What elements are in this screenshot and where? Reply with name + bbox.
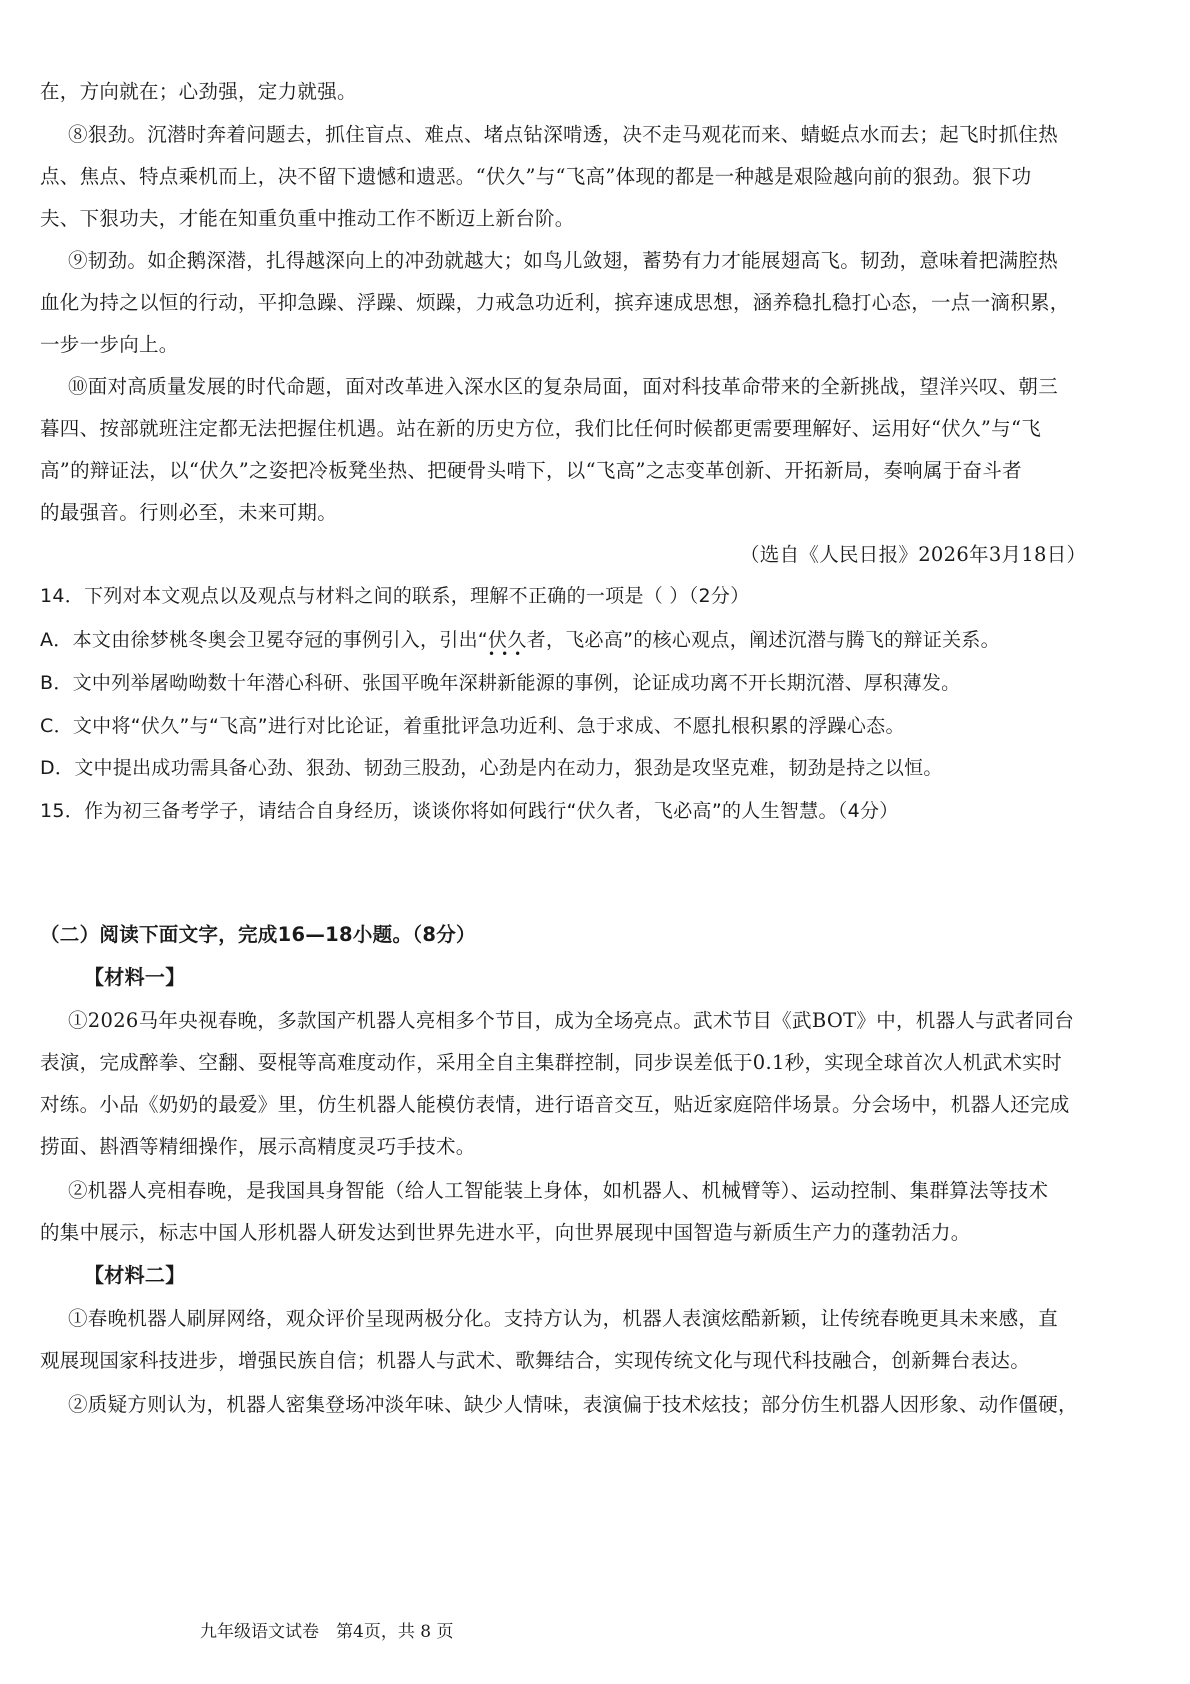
passage-line: 一步一步向上。 <box>40 333 179 356</box>
question-14: 14．下列对本文观点以及观点与材料之间的联系，理解不正确的一项是（ ）（2分） <box>40 585 750 607</box>
question-14-option-d: D．文中提出成功需具备心劲、狠劲、韧劲三股劲，心劲是内在动力，狠劲是攻坚克难，韧劲是持之以恒。 <box>40 757 943 779</box>
passage-line: 点、焦点、特点乘机而上，决不留下遗憾和遗恶。“伏久”与“飞高”体现的都是一种越是艰险越向前的狠劲。狠下功 <box>40 165 1032 188</box>
material-1-paragraph-2: ②机器人亮相春晚，是我国具身智能（给人工智能装上身体，如机器人、机械臂等）、运动控制、集群算法等技术 <box>68 1179 1049 1202</box>
material-line: 的集中展示，标志中国人形机器人研发达到世界先进水平，向世界展现中国智造与新质生产力的蓬勃活力。 <box>40 1221 971 1244</box>
source-citation: （选自《人民日报》2026年3月18日） <box>740 543 1087 566</box>
material-1-paragraph-1: ①2026马年央视春晚，多款国产机器人亮相多个节目，成为全场亮点。武术节目《武BOT》中，机器人与武者同台 <box>68 1009 1075 1032</box>
question-14-option-c: C．文中将“伏久”与“飞高”进行对比论证，着重批评急功近利、急于求成、不愿扎根积累的浮躁心态。 <box>40 715 905 737</box>
material-2-paragraph-1: ①春晚机器人刷屏网络，观众评价呈现两极分化。支持方认为，机器人表演炫酷新颖，让传统春晚更具未来感，直 <box>68 1307 1059 1330</box>
passage-line: 夫、下狠功夫，才能在知重负重中推动工作不断迈上新台阶。 <box>40 207 575 230</box>
passage-line: 血化为持之以恒的行动，平抑急躁、浮躁、烦躁，力戒急功近利，摈弃速成思想，涵养稳扎稳打心态，一点一滴积累， <box>40 291 1070 314</box>
material-1-title: 【材料一】 <box>84 965 186 989</box>
section-heading: （二）阅读下面文字，完成16—18小题。（8分） <box>40 923 476 946</box>
material-2-paragraph-2: ②质疑方则认为，机器人密集登场冲淡年味、缺少人情味，表演偏于技术炫技；部分仿生机器人因形象、动作僵硬， <box>68 1393 1078 1416</box>
question-14-option-b: B．文中列举屠呦呦数十年潜心科研、张国平晚年深耕新能源的事例，论证成功离不开长期沉潜、厚积薄发。 <box>40 672 961 694</box>
question-15: 15．作为初三备考学子，请结合自身经历，谈谈你将如何践行“伏久者，飞必高”的人生智慧。（4分） <box>40 800 899 822</box>
material-line: 观展现国家科技进步，增强民族自信；机器人与武术、歌舞结合，实现传统文化与现代科技融合，创新舞台表达。 <box>40 1349 1031 1372</box>
page-footer: 九年级语文试卷 第4页，共 8 页 <box>200 1622 454 1642</box>
emphasis-dots: ••• <box>488 647 528 661</box>
material-line: 捞面、斟酒等精细操作，展示高精度灵巧手技术。 <box>40 1135 476 1158</box>
material-line: 对练。小品《奶奶的最爱》里，仿生机器人能模仿表情，进行语音交互，贴近家庭陪伴场景。分会场中，机器人还完成 <box>40 1093 1070 1116</box>
passage-paragraph-9: ⑨韧劲。如企鹅深潜，扎得越深向上的冲劲就越大；如鸟儿敛翅，蓄势有力才能展翅高飞。韧劲，意味着把满腔热 <box>68 249 1059 272</box>
passage-line: 在，方向就在；心劲强，定力就强。 <box>40 80 357 103</box>
passage-paragraph-8: ⑧狠劲。沉潜时奔着问题去，抓住盲点、难点、堵点钻深啃透，决不走马观花而来、蜻蜓点水而去；起飞时抓住热 <box>68 123 1059 146</box>
material-2-title: 【材料二】 <box>84 1263 186 1287</box>
passage-paragraph-10: ⑩面对高质量发展的时代命题，面对改革进入深水区的复杂局面，面对科技革命带来的全新挑战，望洋兴叹、朝三 <box>68 375 1059 398</box>
passage-line: 暮四、按部就班注定都无法把握住机遇。站在新的历史方位，我们比任何时候都更需要理解好、运用好“伏久”与“飞 <box>40 417 1042 440</box>
question-14-option-a: A．本文由徐梦桃冬奥会卫冕夺冠的事例引入，引出“伏久者，飞必高”的核心观点，阐述沉潜与腾飞的辩证关系。 <box>40 629 1000 651</box>
passage-line: 的最强音。行则必至，未来可期。 <box>40 501 338 524</box>
material-line: 表演，完成醉拳、空翻、耍棍等高难度动作，采用全自主集群控制，同步误差低于0.1秒，实现全球首次人机武术实时 <box>40 1051 1062 1074</box>
passage-line: 高”的辩证法，以“伏久”之姿把冷板凳坐热、把硬骨头啃下，以“飞高”之志变革创新、开拓新局，奏响属于奋斗者 <box>40 459 1022 482</box>
